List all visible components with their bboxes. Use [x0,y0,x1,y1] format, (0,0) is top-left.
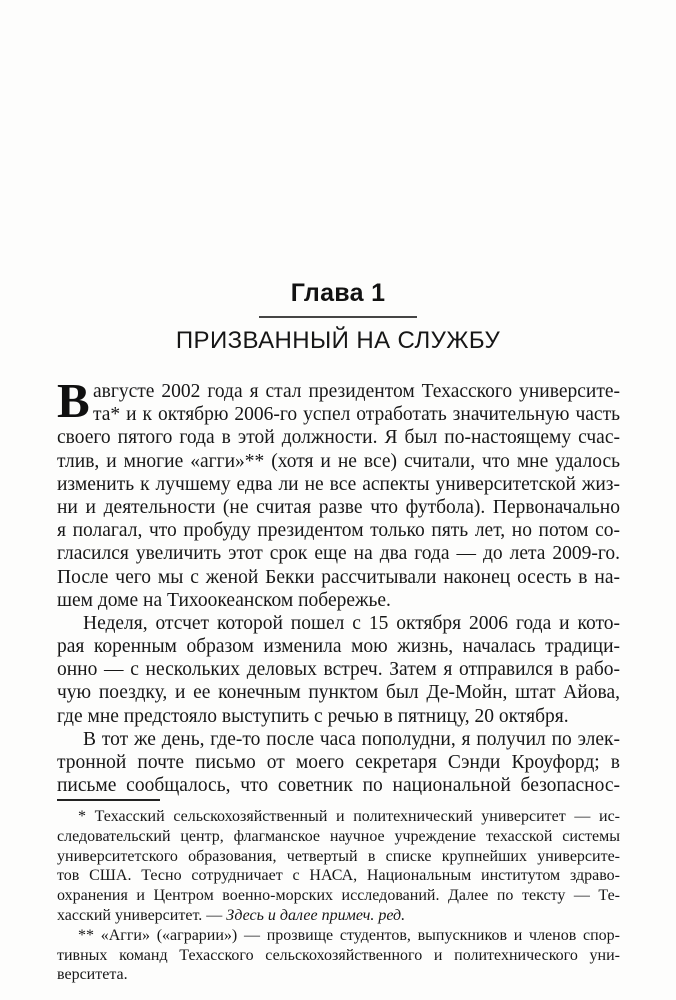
footnote-line: тов США. Тесно сотрудничает с НАСА, Национальным институтом здраво- [57,867,620,885]
text-line: изменить к лучшему едва ли не все аспекты университетской жиз- [57,473,620,495]
text-line: письме сообщалось, что советник по национальной безопаснос- [57,775,620,797]
text-line: августе 2002 года я стал президентом Техасского университе- [93,381,620,402]
text-line: ни и деятельности (не считая разве что футбола). Первоначально [57,496,620,518]
footnote-line: верситета. [57,966,128,984]
text-line: рая коренным образом изменила мою жизнь, началась традици- [57,636,620,658]
text-line: тронной почте письмо от моего секретаря Сэнди Кроуфорд; в [57,752,620,773]
paragraph-3 [57,728,620,798]
editor-note-italic: Здесь и далее примеч. ред. [226,906,406,924]
text-line: В тот же день, где-то после часа пополудни, я получил по элек- [83,728,620,750]
footnote-line: университетского образования, четвертый в списке крупнейших университе- [57,847,620,865]
text-line: После чего мы с женой Бекки рассчитывали наконец осесть в на- [57,566,620,588]
text-line: чую поездку, и ее конечным пунктом был Де-Мойн, штат Айова, [57,682,620,704]
footnote-2 [57,926,620,985]
text-line: тлив, и многие «агги»** (хотя и не все) считали, что мне удалось [57,450,620,472]
footnote-line [57,906,620,926]
footnote-line: * Техасский сельскохозяйственный и политехнический университет — ис- [78,808,620,825]
text-line: онно — с нескольких деловых встреч. Затем я отправился в рабо- [57,659,620,681]
footnote-line: следовательский центр, флагманское научное учреждение техасской системы [57,827,620,845]
footnote-1 [57,807,620,926]
paragraph-1 [57,373,620,612]
chapter-heading [0,279,676,355]
footnote-line: охранения и Центром военно-морских исследований. Далее по тексту — Те- [57,887,620,905]
text-line: своего пятого года в этой должности. Я был по-настоящему счас- [57,427,620,449]
footnote-rule [57,799,160,801]
text-line: где мне предстояло выступить с речью в пятницу, 20 октября. [57,705,569,727]
body-text [57,373,620,797]
chapter-title: ПРИЗВАННЫЙ НА СЛУЖБУ [175,327,501,354]
chapter-label: Глава 1 [290,279,386,307]
text-line: гласился увеличить этот срок еще на два года — до лета 2009-го. [57,543,620,565]
text-line: я полагал, что пробуду президентом только пять лет, но потом со- [57,520,620,542]
paragraph-2 [57,612,620,728]
footnote-line: ** «Агги» («аграрии») — прозвище студентов, выпускников и членов спор- [78,926,620,944]
text-line: шем доме на Тихоокеанском побережье. [57,589,391,611]
drop-cap: В [57,373,90,428]
footnote-line: тивных команд Техасского сельскохозяйственного и политехнического уни- [57,946,620,964]
text-line: Неделя, отсчет которой пошел с 15 октября 2006 года и кото- [83,612,620,634]
text-line: та* и к октябрю 2006-го успел отработать значительную часть [93,404,620,426]
footnote-text: хасский университет. — [57,906,227,924]
footnotes-section [57,799,620,985]
chapter-rule [259,316,417,318]
